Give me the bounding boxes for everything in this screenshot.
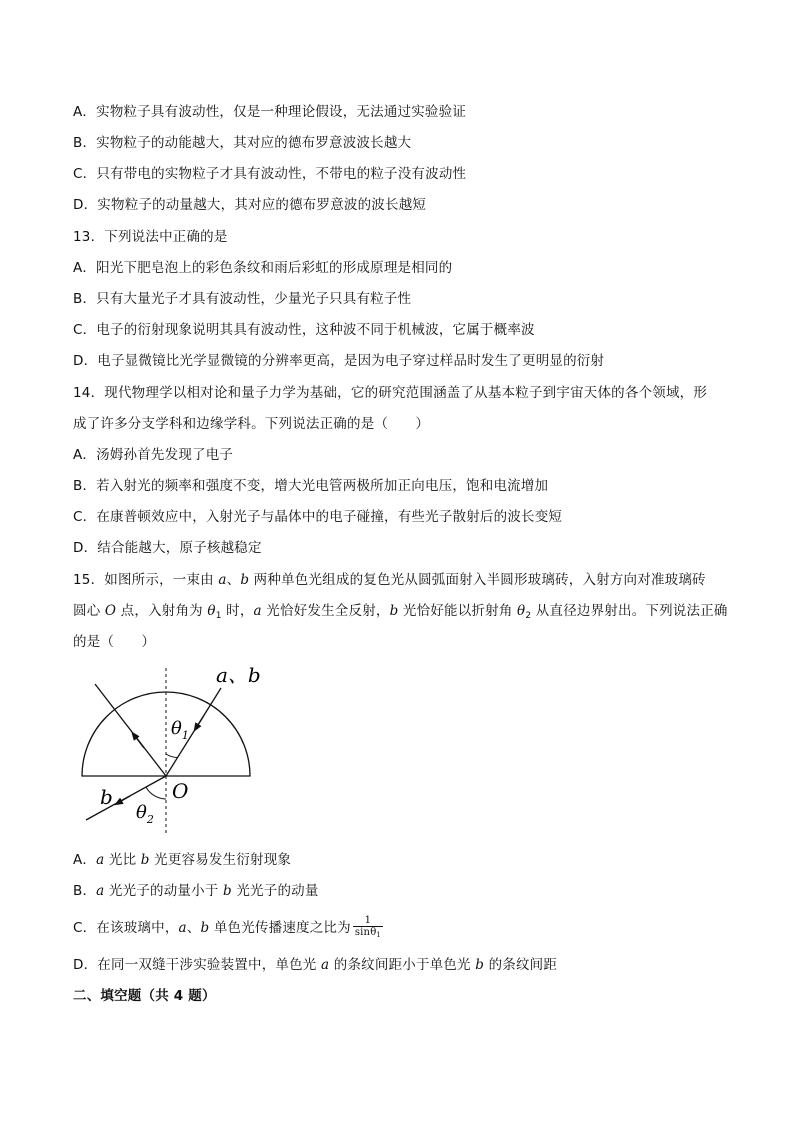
option-text: 光更容易发生衍射现象 [149, 852, 292, 868]
q13-option-c: C．电子的衍射现象说明其具有波动性，这种波不同于机械波，它属于概率波 [73, 322, 535, 338]
var-b: b [140, 852, 150, 868]
q15-stem-line3: 的是（ ） [73, 634, 156, 650]
q15-text: 两种单色光组成的复色光从圆弧面射入半圆形玻璃砖，入射方向对准玻璃砖 [249, 572, 706, 588]
option-text: 光比 [104, 852, 141, 868]
separator: 、 [186, 920, 201, 936]
separator: 、 [226, 572, 241, 588]
label-theta2: $\theta_2$ [136, 802, 154, 826]
var-b: b [200, 920, 210, 936]
q14-option-b: B．若入射光的频率和强度不变，增大光电管两极所加正向电压，饱和电流增加 [73, 478, 549, 494]
var-b: b [240, 572, 250, 588]
option-text: 的条纹间距 [484, 957, 558, 973]
var-b: b [389, 603, 399, 619]
var-b: b [475, 957, 485, 973]
q15-text: 从直径边界射出。下列说法正确 [531, 603, 728, 619]
subscript-1: 1 [376, 931, 382, 939]
q15-option-b [73, 882, 319, 900]
q15-option-a [73, 851, 291, 869]
sin-theta: sinθ [354, 927, 377, 938]
option-label: A． [73, 852, 97, 868]
option-label: B． [73, 883, 97, 899]
q15-text: 时， [221, 603, 254, 619]
q12-option-a: A．实物粒子具有波动性，仅是一种理论假设，无法通过实验验证 [73, 104, 467, 120]
option-text: 单色光传播速度之比为 [209, 920, 351, 936]
var-a: a [178, 920, 187, 936]
q15-stem-line1 [73, 571, 706, 589]
section-heading: 二、填空题（共 4 题） [73, 988, 216, 1004]
var-a: a [96, 883, 105, 899]
label-b: b [100, 785, 113, 809]
q14-option-c: C．在康普顿效应中，入射光子与晶体中的电子碰撞，有些光子散射后的波长变短 [73, 509, 563, 525]
var-theta: θ [517, 603, 526, 619]
angle-arc-theta1 [166, 754, 178, 758]
var-theta: θ [207, 603, 216, 619]
q13-stem: 13．下列说法中正确的是 [73, 229, 228, 245]
var-a: a [96, 852, 105, 868]
label-ab: a、b [216, 663, 261, 687]
label-theta1: $\theta_1$ [171, 718, 189, 742]
q14-option-d: D．结合能越大，原子核越稳定 [73, 540, 262, 556]
q14-option-a: A．汤姆孙首先发现了电子 [73, 447, 234, 463]
q15-text: 圆心 [73, 603, 105, 619]
q15-text: 15．如图所示，一束由 [73, 572, 219, 588]
angle-arc-theta2 [146, 787, 166, 799]
q15-text: 光恰好发生全反射， [261, 603, 390, 619]
var-b: b [223, 883, 232, 899]
q13-option-b: B．只有大量光子才具有波动性，少量光子只具有粒子性 [73, 291, 412, 307]
var-a: a [321, 957, 330, 973]
fraction-numerator: 1 [353, 915, 383, 927]
q15-text: 点，入射角为 [116, 603, 208, 619]
var-a: a [218, 572, 227, 588]
option-text: D．在同一双缝干涉实验装置中，单色光 [73, 957, 321, 973]
reflected-ray [95, 684, 166, 776]
fraction-denominator [353, 927, 383, 941]
q12-option-b: B．实物粒子的动能越大，其对应的德布罗意波波长越大 [73, 135, 412, 151]
q12-option-d: D．实物粒子的动量越大，其对应的德布罗意波的波长越短 [73, 197, 427, 213]
fraction [353, 915, 383, 941]
q15-option-d [73, 956, 557, 974]
q13-option-a: A．阳光下肥皂泡上的彩色条纹和雨后彩虹的形成原理是相同的 [73, 260, 453, 276]
q15-option-c [73, 915, 383, 941]
option-text: 的条纹间距小于单色光 [329, 957, 476, 973]
label-O: O [172, 779, 189, 803]
q14-stem-line2: 成了许多分支学科和边缘学科。下列说法正确的是（ ） [73, 416, 430, 432]
q13-option-d: D．电子显微镜比光学显微镜的分辨率更高，是因为电子穿过样品时发生了更明显的衍射 [73, 353, 605, 369]
var-a: a [253, 603, 262, 619]
subscript-1: 1 [215, 611, 222, 621]
subscript-2: 2 [525, 611, 532, 621]
option-text: 光光子的动量小于 [104, 883, 224, 899]
q15-text: 光恰好能以折射角 [398, 603, 518, 619]
q12-option-c: C．只有带电的实物粒子才具有波动性，不带电的粒子没有波动性 [73, 166, 467, 182]
q14-stem-line1: 14．现代物理学以相对论和量子力学为基础，它的研究范围涵盖了从基本粒子到宇宙天体的各个领域，形 [73, 385, 708, 401]
option-text: 光光子的动量 [231, 883, 319, 899]
semicircle-glass-figure [78, 662, 288, 842]
var-O: O [104, 603, 117, 619]
q15-stem-line2 [73, 602, 728, 625]
option-text: C．在该玻璃中， [73, 920, 179, 936]
